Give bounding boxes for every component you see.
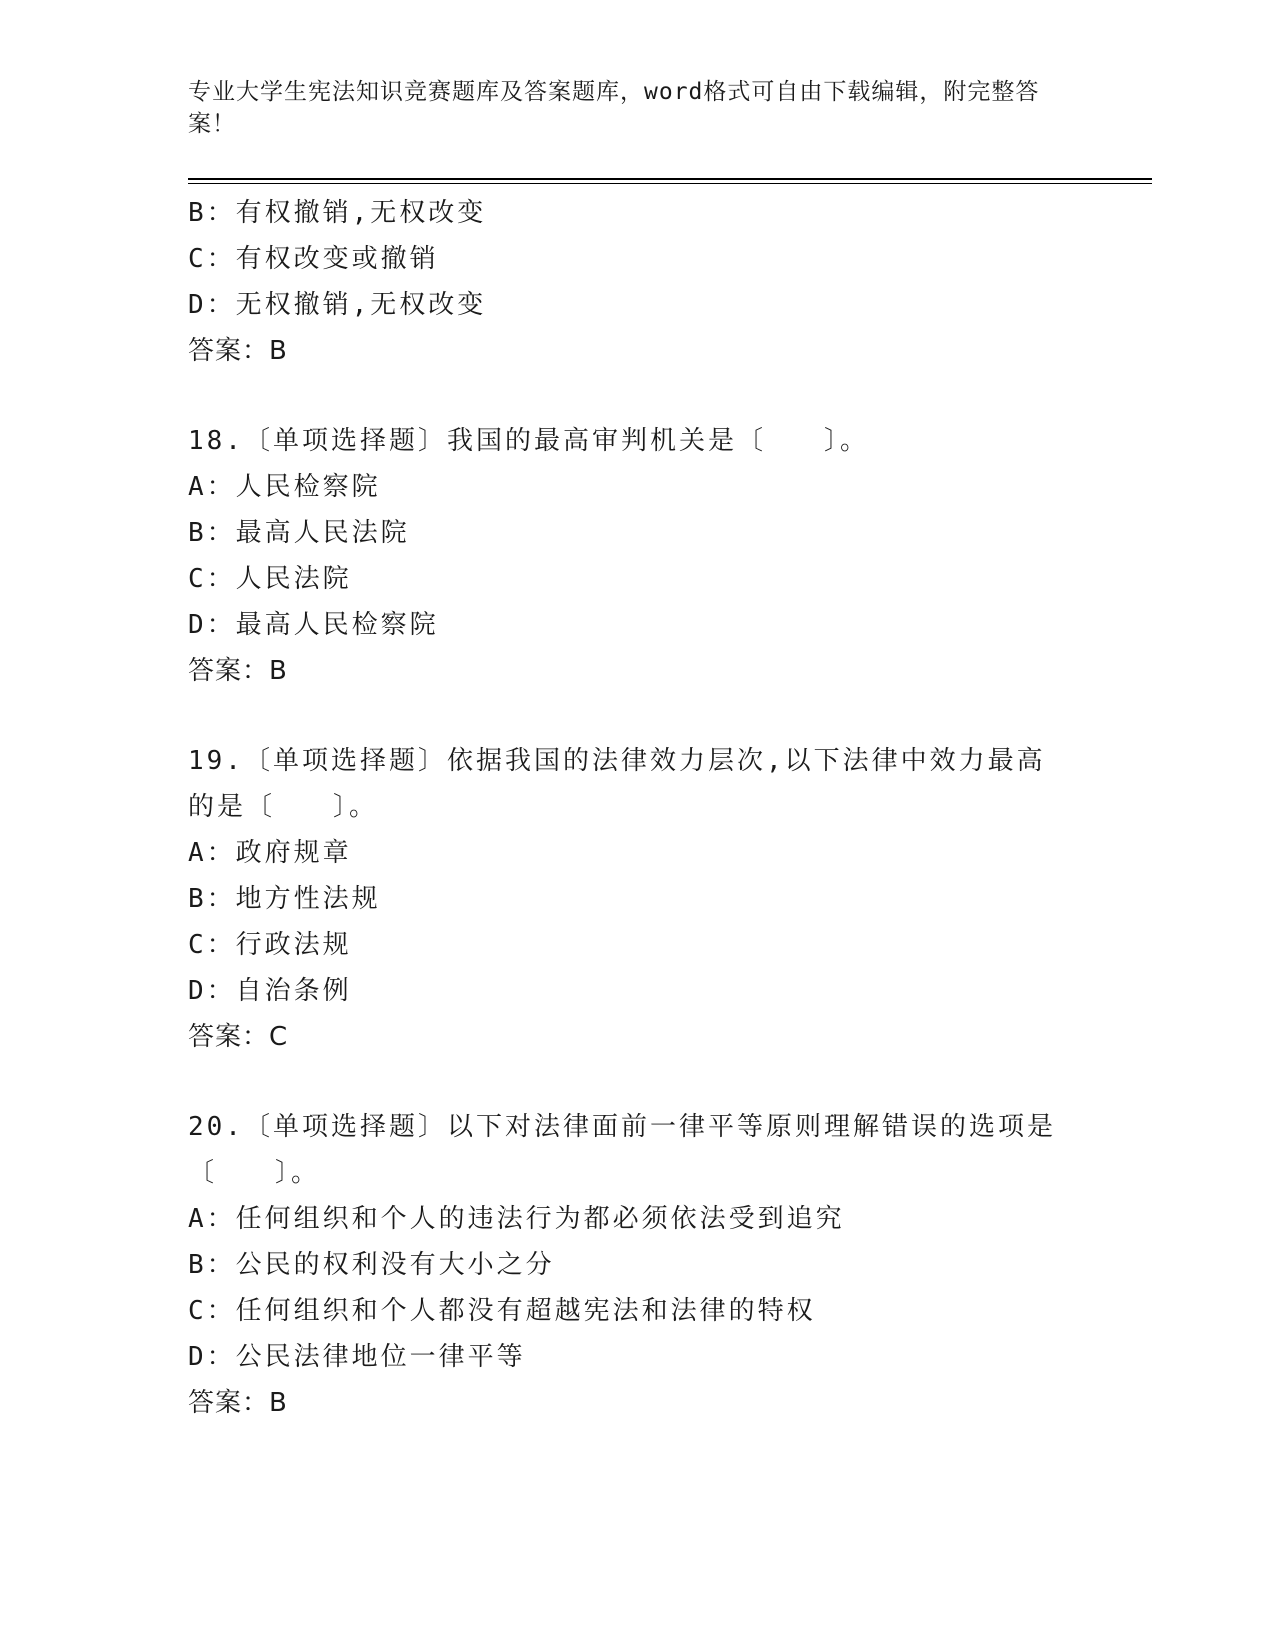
option-b: B：有权撤销,无权改变 (188, 198, 487, 228)
option-c: C：人民法院 (188, 564, 352, 594)
question-stem: 19.〔单项选择题〕依据我国的法律效力层次,以下法律中效力最高的是〔 〕。 (188, 746, 1046, 822)
document-header: 专业大学生宪法知识竞赛题库及答案题库，word格式可自由下载编辑，附完整答案！ (188, 79, 1040, 137)
option-a: A：人民检察院 (188, 472, 381, 502)
question-18 (188, 418, 1088, 694)
answer-line: 答案：B (188, 336, 288, 366)
question-19 (188, 738, 1088, 1060)
option-d: D：最高人民检察院 (188, 610, 439, 640)
question-stem: 20.〔单项选择题〕以下对法律面前一律平等原则理解错误的选项是〔 〕。 (188, 1112, 1056, 1188)
option-d: D：公民法律地位一律平等 (188, 1342, 526, 1372)
option-b: B：公民的权利没有大小之分 (188, 1250, 555, 1280)
option-b: B：地方性法规 (188, 884, 381, 914)
option-b: B：最高人民法院 (188, 518, 410, 548)
option-c: C：有权改变或撤销 (188, 244, 439, 274)
question-20 (188, 1104, 1088, 1426)
carryover-question (188, 190, 1088, 374)
header-divider-thin (188, 183, 1152, 184)
answer-line: 答案：B (188, 1388, 288, 1418)
option-d: D：自治条例 (188, 976, 352, 1006)
answer-line: 答案：C (188, 1022, 289, 1052)
question-list (188, 190, 1088, 1426)
option-d: D：无权撤销,无权改变 (188, 290, 487, 320)
answer-line: 答案：B (188, 656, 288, 686)
option-c: C：行政法规 (188, 930, 352, 960)
question-stem: 18.〔单项选择题〕我国的最高审判机关是〔 〕。 (188, 426, 869, 456)
option-c: C：任何组织和个人都没有超越宪法和法律的特权 (188, 1296, 816, 1326)
option-a: A：政府规章 (188, 838, 352, 868)
option-a: A：任何组织和个人的违法行为都必须依法受到追究 (188, 1204, 845, 1234)
header-divider-thick (188, 178, 1152, 180)
